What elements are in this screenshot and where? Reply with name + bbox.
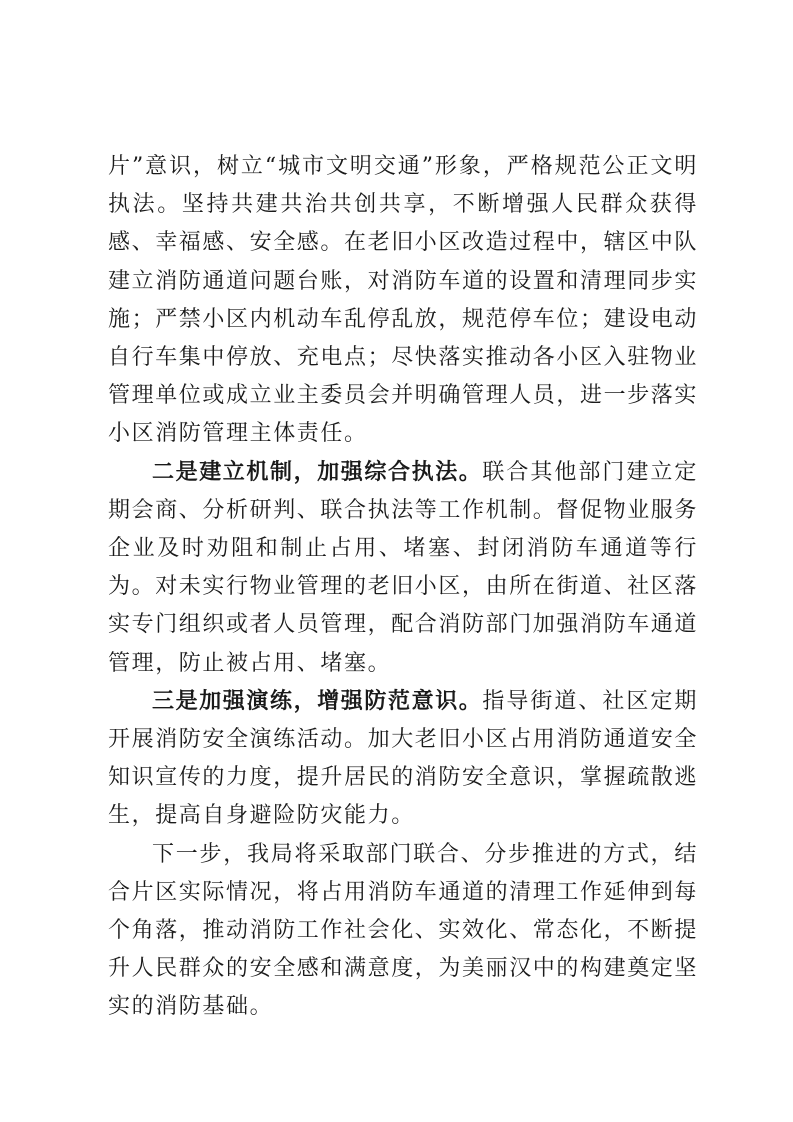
paragraph-mechanism bbox=[108, 454, 698, 683]
paragraph-next-steps bbox=[108, 836, 698, 1027]
document-body bbox=[108, 148, 698, 1027]
paragraph-heading: 二是建立机制，加强综合执法。 bbox=[152, 459, 483, 485]
paragraph-drills bbox=[108, 683, 698, 836]
paragraph-text: 片”意识，树立“城市文明交通”形象，严格规范公正文明执法。坚持共建共治共创共享，不断增强人民群众获得感、幸福感、安全感。在老旧小区改造过程中，辖区中队建立消防通道问题台账，对消防车道的设置和清理同步实施；严禁小区内机动车乱停乱放，规范停车位；建设电动自行车集中停放、充电点；尽快落实推动各小区入驻物业管理单位或成立业主委员会并明确管理人员，进一步落实小区消防管理主体责任。 bbox=[108, 154, 699, 447]
paragraph-continuation bbox=[108, 148, 698, 454]
paragraph-text: 指导街道、社区定期开展消防安全演练活动。加大老旧小区占用消防通道安全知识宣传的力度，提升居民的消防安全意识，掌握疏散逃生，提高自身避险防灾能力。 bbox=[108, 688, 699, 829]
paragraph-text: 下一步，我局将采取部门联合、分步推进的方式，结合片区实际情况，将占用消防车通道的清理工作延伸到每个角落，推动消防工作社会化、实效化、常态化，不断提升人民群众的安全感和满意度，为美丽汉中的构建奠定坚实的消防基础。 bbox=[108, 841, 699, 1020]
paragraph-text: 联合其他部门建立定期会商、分析研判、联合执法等工作机制。督促物业服务企业及时劝阻和制止占用、堵塞、封闭消防车通道等行为。对未实行物业管理的老旧小区，由所在街道、社区落实专门组织或者人员管理，配合消防部门加强消防车通道管理，防止被占用、堵塞。 bbox=[108, 459, 699, 676]
paragraph-heading: 三是加强演练，增强防范意识。 bbox=[152, 688, 483, 714]
